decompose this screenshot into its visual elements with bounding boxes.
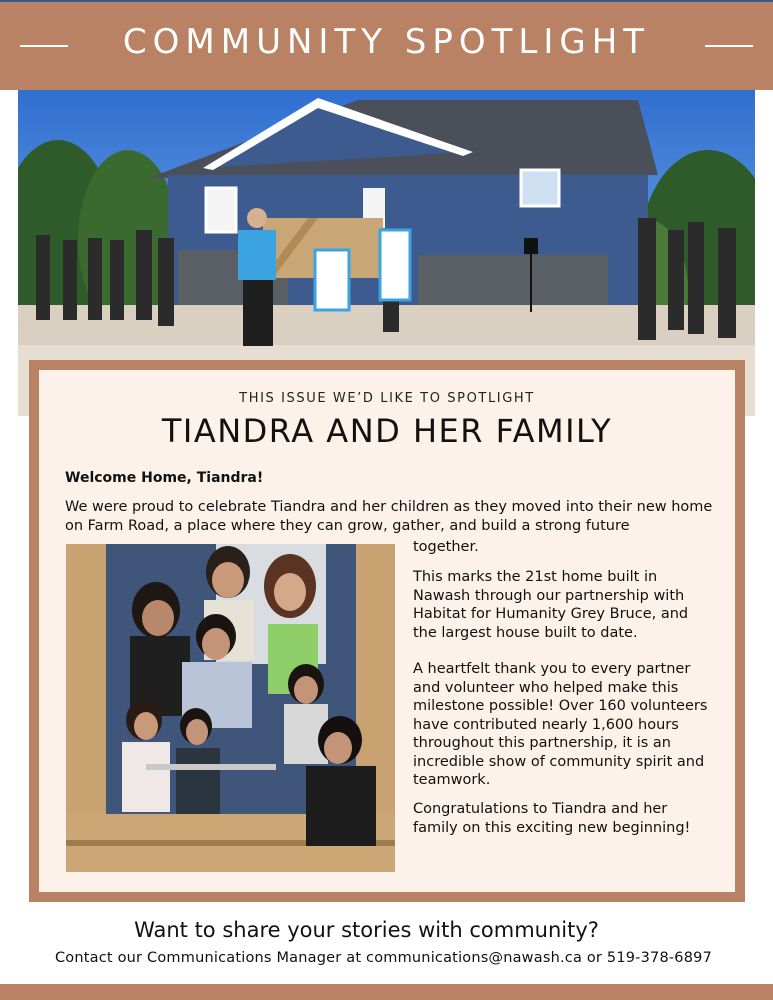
spotlight-kicker: THIS ISSUE WE’D LIKE TO SPOTLIGHT bbox=[239, 391, 535, 406]
partnership-paragraph: This marks the 21st home built in Nawash through our partnership with Habitat for Humanity Grey Bruce, and the largest house built to date. bbox=[413, 569, 689, 641]
welcome-heading: Welcome Home, Tiandra! bbox=[65, 470, 264, 486]
footer-band bbox=[0, 984, 773, 1000]
intro-paragraph-continued: together. bbox=[413, 539, 479, 555]
congratulations-paragraph: Congratulations to Tiandra and her family on this exciting new beginning! bbox=[413, 801, 691, 836]
spotlight-headline: TIANDRA AND HER FAMILY bbox=[161, 412, 613, 450]
thank-you-paragraph: A heartfelt thank you to every partner and volunteer who helped make this milestone possible! Over 160 volunteers have contributed nearly 1,600 hours throughout this partnership, it is an incredible show of community spirit and teamwork. bbox=[413, 661, 708, 788]
intro-paragraph: We were proud to celebrate Tiandra and her children as they moved into their new home on Farm Road, a place where they can grow, gather, and build a strong future bbox=[65, 499, 713, 534]
contact-line: Contact our Communications Manager at communications@nawash.ca or 519-378-6897 bbox=[54, 950, 713, 966]
page-title: COMMUNITY SPOTLIGHT bbox=[122, 22, 651, 62]
share-stories-cta: Want to share your stories with community? bbox=[134, 918, 599, 942]
family-on-steps-photo bbox=[66, 544, 395, 872]
